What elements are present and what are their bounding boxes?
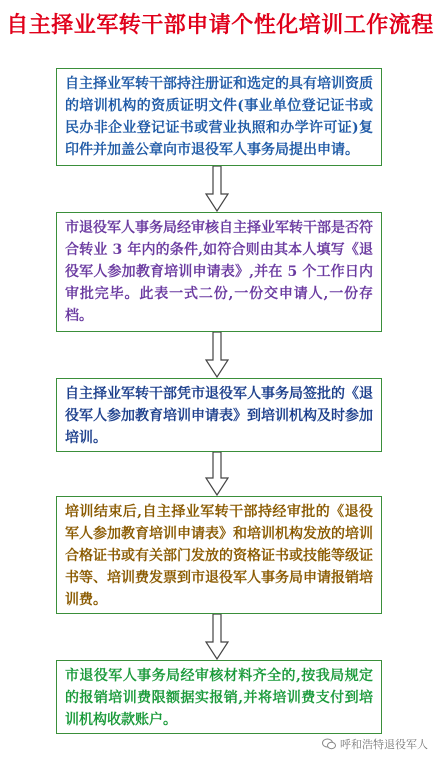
flow-step-2 bbox=[56, 212, 382, 332]
flow-step-3-text: 自主择业军转干部凭市退役军人事务局签批的《退役军人参加教育培训申请表》到培训机构及时参加培训。 bbox=[65, 386, 373, 446]
down-arrow-icon bbox=[204, 614, 230, 660]
flow-step-5 bbox=[56, 660, 382, 734]
flow-step-3 bbox=[56, 378, 382, 452]
down-arrow-icon bbox=[204, 166, 230, 212]
watermark-text: 呼和浩特退役军人 bbox=[340, 738, 428, 751]
watermark bbox=[322, 736, 428, 752]
flow-step-1 bbox=[56, 68, 382, 166]
flow-step-1-text: 自主择业军转干部持注册证和选定的具有培训资质的培训机构的资质证明文件(事业单位登记证书或民办非企业登记证书或营业执照和办学许可证)复印件并加盖公章向市退役军人事务局提出申请。 bbox=[65, 76, 373, 158]
page-title: 自主择业军转干部申请个性化培训工作流程 bbox=[6, 12, 434, 38]
flow-step-4-text: 培训结束后,自主择业军转干部持经审批的《退役军人参加教育培训申请表》和培训机构发放的培训合格证书或有关部门发放的资格证书或技能等级证书等、培训费发票到市退役军人事务局申请报销培训费。 bbox=[65, 504, 373, 608]
flow-step-2-text: 市退役军人事务局经审核自主择业军转干部是否符合转业 3 年内的条件,如符合则由其本人填写《退役军人参加教育培训申请表》,并在 5 个工作日内审批完毕。此表一式二份,一份交申请人,一份存档。 bbox=[65, 220, 373, 324]
flow-step-5-text: 市退役军人事务局经审核材料齐全的,按我局规定的报销培训费限额据实报销,并将培训费支付到培训机构收款账户。 bbox=[65, 668, 373, 728]
wechat-icon bbox=[322, 738, 336, 750]
down-arrow-icon bbox=[204, 332, 230, 378]
down-arrow-icon bbox=[204, 452, 230, 496]
flow-step-4 bbox=[56, 496, 382, 614]
